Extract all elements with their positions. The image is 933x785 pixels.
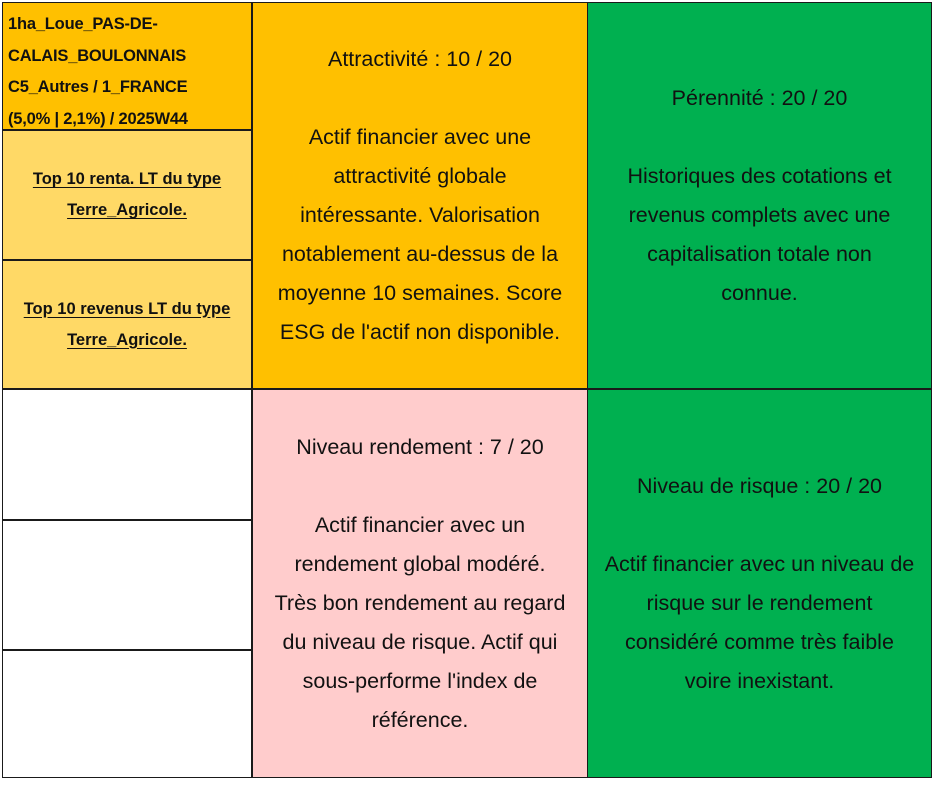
attractivite-line: Actif financier avec une — [308, 124, 532, 149]
top10-revenus-link-line[interactable]: Top 10 revenus LT du type — [23, 299, 231, 318]
attractivite-panel — [252, 2, 588, 389]
perennite-line: capitalisation totale non — [647, 241, 872, 266]
attractivite-line: intéressante. Valorisation — [300, 202, 540, 227]
attractivite-line: notablement au-dessus de la — [281, 241, 559, 266]
attractivite-line: attractivité globale — [333, 163, 507, 188]
rendement-line: sous-performe l'index de — [302, 668, 538, 693]
risque-line: voire inexistant. — [684, 668, 835, 693]
asset-title-line: C5_Autres / 1_FRANCE — [8, 78, 188, 96]
attractivite-title: Attractivité : 10 / 20 — [327, 46, 513, 71]
risque-line: risque sur le rendement — [646, 590, 873, 615]
top10-revenus-link-line[interactable]: Terre_Agricole. — [67, 330, 187, 349]
risque-title: Niveau de risque : 20 / 20 — [636, 473, 882, 498]
perennite-title: Pérennité : 20 / 20 — [671, 85, 848, 110]
risque-line: considéré comme très faible — [625, 629, 894, 654]
rendement-line: Actif financier avec un — [314, 512, 526, 537]
rendement-line: rendement global modéré. — [294, 551, 546, 576]
asset-title-line: 1ha_Loue_PAS-DE- — [8, 15, 158, 33]
perennite-line: revenus complets avec une — [628, 202, 891, 227]
rendement-line: référence. — [371, 707, 469, 732]
top10-renta-link-line[interactable]: Terre_Agricole. — [67, 201, 187, 219]
perennite-panel — [587, 2, 932, 389]
rendement-title: Niveau rendement : 7 / 20 — [296, 434, 544, 459]
asset-title-line: (5,0% | 2,1%) / 2025W44 — [8, 109, 188, 128]
top10-renta-link[interactable] — [2, 130, 252, 260]
top10-revenus-link[interactable] — [2, 260, 252, 389]
top10-renta-link-line[interactable]: Top 10 renta. LT du type — [32, 170, 222, 188]
empty-cell — [2, 520, 252, 650]
asset-title-cell — [2, 2, 252, 130]
attractivite-line: moyenne 10 semaines. Score — [277, 280, 563, 305]
rendement-description — [275, 506, 566, 740]
risque-panel — [587, 389, 932, 778]
rendement-line: du niveau de risque. Actif qui — [282, 629, 558, 654]
rendement-line: Très bon rendement au regard — [274, 590, 566, 615]
perennite-line: connue. — [721, 280, 798, 305]
empty-cell — [2, 650, 252, 778]
attractivite-line: ESG de l'actif non disponible. — [279, 319, 561, 344]
perennite-description — [627, 157, 891, 313]
perennite-line: Historiques des cotations et — [627, 163, 892, 188]
risque-line: Actif financier avec un niveau de — [604, 551, 915, 576]
attractivite-description — [278, 118, 562, 352]
empty-cell — [2, 389, 252, 520]
rendement-panel — [252, 389, 588, 778]
risque-description — [605, 545, 915, 701]
asset-title-line: CALAIS_BOULONNAIS — [8, 46, 187, 65]
